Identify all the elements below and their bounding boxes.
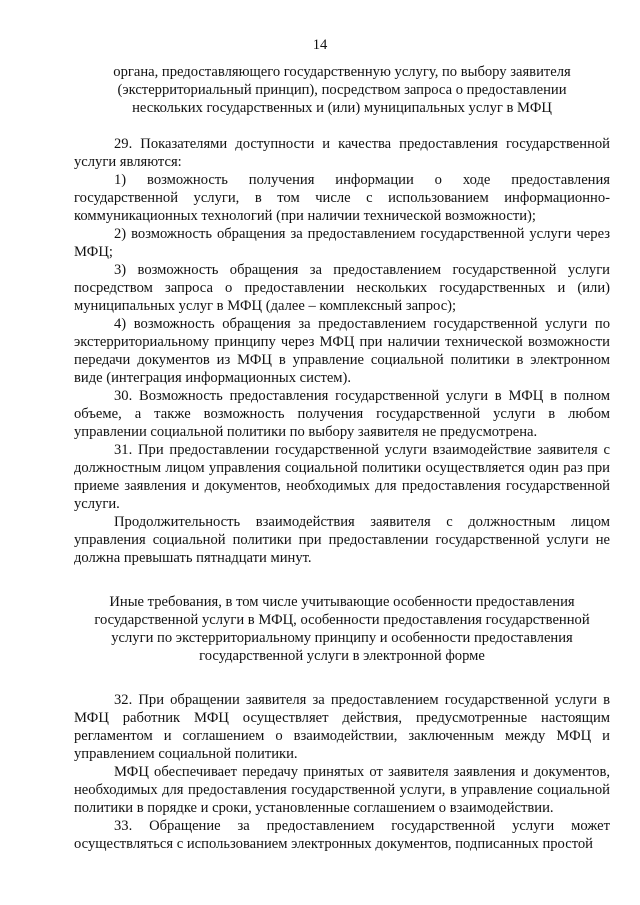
paragraph-29: 29. Показателями доступности и качества предоставления государственной услуги являются: [74,136,610,170]
paragraph-32-transfer: МФЦ обеспечивает передачу принятых от заявителя заявления и документов, необходимых для предоставления государственной услуги, в управление социальной политики в порядке и сроки, установленные соглашением о взаимодействии. [74,764,610,816]
section-heading-line-1: Иные требования, в том числе учитывающие особенности предоставления [109,594,575,610]
page-number: 14 [312,37,328,53]
intro-line-3: нескольких государственных и (или) муниципальных услуг в МФЦ [132,100,552,116]
section-heading-line-2: государственной услуги в МФЦ, особенности предоставления государственной [94,612,590,628]
section-heading-line-3: услуги по экстерриториальному принципу и особенности предоставления [111,630,573,646]
intro-line-2: (экстерриториальный принцип), посредством запроса о предоставлении [117,82,567,98]
paragraph-32: 32. При обращении заявителя за предоставлением государственной услуги в МФЦ работник МФЦ осуществляет действия, предусмотренные настоящим регламентом и соглашением о взаимодействии, заключенным между МФЦ и управлением социальной политики. [74,692,610,762]
document-body [74,63,610,853]
paragraph-33: 33. Обращение за предоставлением государственной услуги может осуществляться с использованием электронных документов, подписанных простой [74,818,610,852]
paragraph-29-item-3: 3) возможность обращения за предоставлением государственной услуги посредством запроса о предоставлении нескольких государственных и (или) муниципальных услуг в МФЦ (далее – комплексный запрос); [74,262,610,314]
paragraph-29-item-2: 2) возможность обращения за предоставлением государственной услуги через МФЦ; [74,226,610,260]
paragraph-31-duration: Продолжительность взаимодействия заявителя с должностным лицом управления социальной политики при предоставлении государственной услуги не должна превышать пятнадцати минут. [74,514,610,566]
paragraph-29-item-4: 4) возможность обращения за предоставлением государственной услуги по экстерриториальному принципу через МФЦ при наличии технической возможности передачи документов из МФЦ в управление социальной политики в электронном виде (интеграция информационных систем). [74,316,610,386]
paragraph-29-item-1: 1) возможность получения информации о ходе предоставления государственной услуги, в том числе с использованием информационно-коммуникационных технологий (при наличии технической возможности); [74,172,610,224]
section-heading-line-4: государственной услуги в электронной форме [199,648,485,664]
paragraph-30: 30. Возможность предоставления государственной услуги в МФЦ в полном объеме, а также возможность получения государственной услуги в любом управлении социальной политики по выбору заявителя не предусмотрена. [74,388,610,440]
intro-line-1: органа, предоставляющего государственную услугу, по выбору заявителя [113,64,571,80]
paragraph-31: 31. При предоставлении государственной услуги взаимодействие заявителя с должностным лицом управления социальной политики осуществляется один раз при приеме заявления и документов, необходимых для предоставления государственной услуги. [74,442,610,512]
